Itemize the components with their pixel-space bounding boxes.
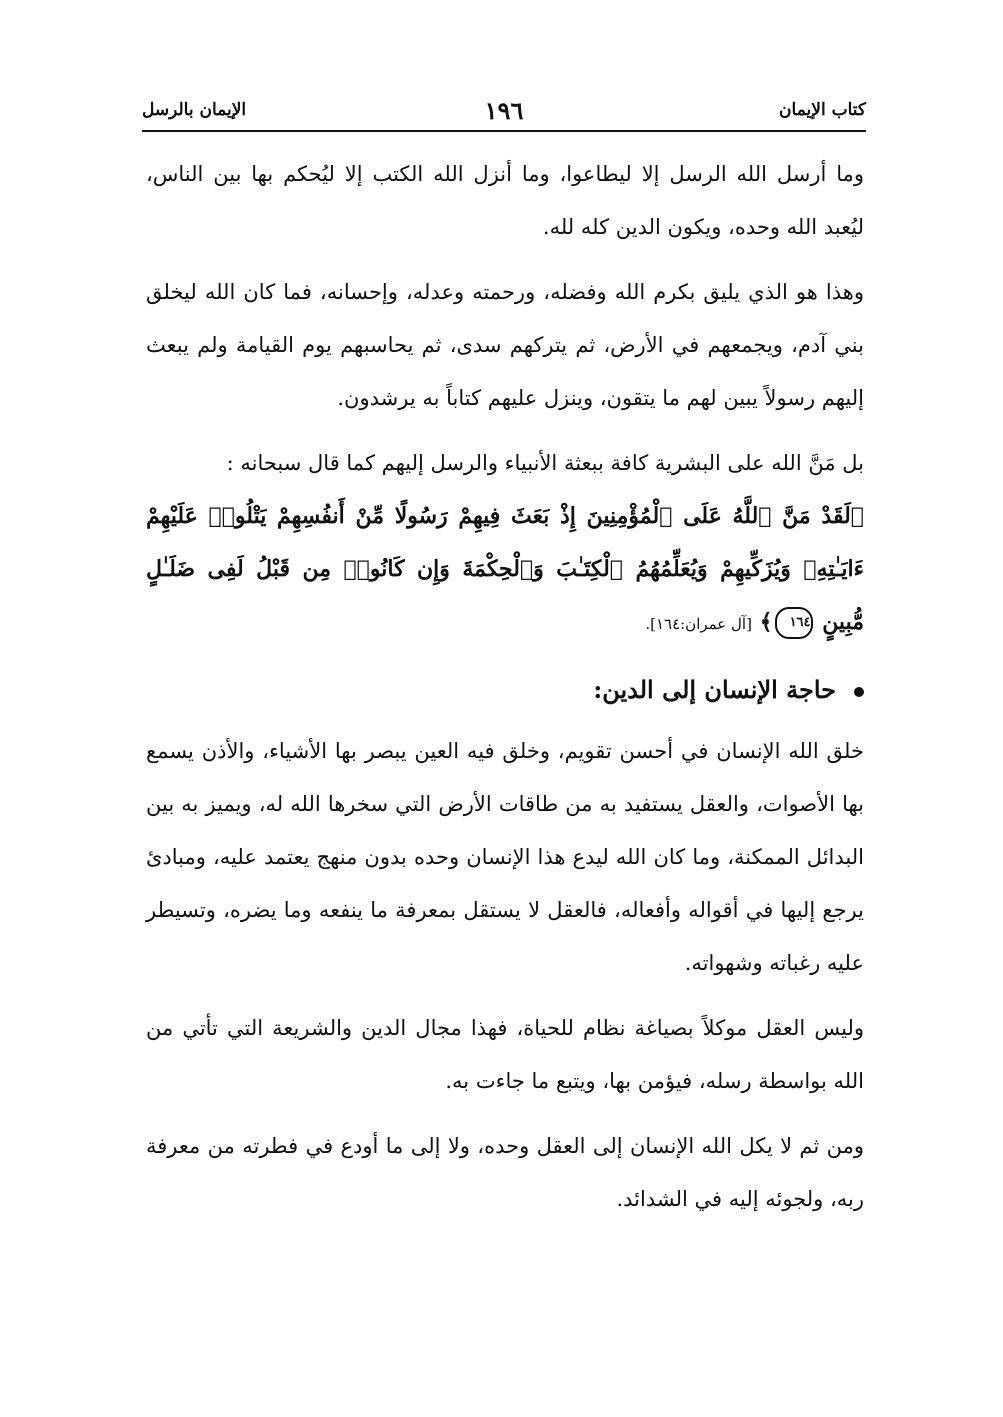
page-header bbox=[142, 96, 866, 132]
bullet-icon bbox=[854, 687, 864, 697]
book-title: كتاب الإيمان bbox=[779, 100, 866, 120]
page-number: ١٩٦ bbox=[484, 96, 524, 125]
quran-verse-block bbox=[146, 490, 864, 651]
paragraph-3: بل مَنَّ الله على البشرية كافة ببعثة الأنبياء والرسل إليهم كما قال سبحانه : bbox=[226, 451, 864, 475]
verse-reference: [آل عمران:١٦٤]. bbox=[645, 615, 752, 633]
quran-close-bracket: ﴾ bbox=[759, 609, 773, 635]
section-paragraph-2: وليس العقل موكلاً بصياغة نظام للحياة، فهذا مجال الدين والشريعة التي تأتي من الله بواسطة رسله، فيؤمن بها، ويتبع ما جاءت به. bbox=[146, 1016, 864, 1093]
paragraph-2: وهذا هو الذي يليق بكرم الله وفضله، ورحمته وعدله، وإحسانه، فما كان الله ليخلق بني آدم، ويجمعهم في الأرض، ثم يتركهم سدى، ثم يحاسبهم يوم القيامة ولم يبعث إليهم رسولاً يبين لهم ما يتقون، وينزل عليهم كتاباً به يرشدون. bbox=[146, 280, 864, 410]
section-paragraph-3: ومن ثم لا يكل الله الإنسان إلى العقل وحده، ولا إلى ما أودع في فطرته من معرفة ربه، ولجوئه إليه في الشدائد. bbox=[146, 1134, 864, 1211]
chapter-title: الإيمان بالرسل bbox=[142, 100, 247, 120]
section-heading bbox=[146, 661, 864, 719]
quran-verse-text: لَقَدْ مَنَّ ٱللَّهُ عَلَى ٱلْمُؤْمِنِينَ إِذْ بَعَثَ فِيهِمْ رَسُولًا مِّنْ أَنفُسِهِمْ يَتْلُوا۟ عَلَيْهِمْ ءَايَـٰتِهِۦ وَيُزَكِّيهِمْ وَيُعَلِّمُهُمُ ٱلْكِتَـٰبَ وَٱلْحِكْمَةَ وَإِن كَانُوا۟ مِن قَبْلُ لَفِى ضَلَـٰلٍ مُّبِينٍ bbox=[146, 503, 864, 635]
section-heading-text: حاجة الإنسان إلى الدين: bbox=[593, 675, 836, 704]
quran-open-bracket: ﴿ bbox=[850, 503, 864, 529]
paragraph-1: وما أرسل الله الرسل إلا ليطاعوا، وما أنزل الله الكتب إلا ليُحكم بها بين الناس، ليُعبد الله وحده، ويكون الدين كله لله. bbox=[146, 162, 864, 239]
header-divider bbox=[142, 130, 866, 132]
page-body bbox=[146, 148, 864, 1238]
section-paragraph-1: خلق الله الإنسان في أحسن تقويم، وخلق فيه العين يبصر بها الأشياء، والأذن يسمع بها الأصوات، والعقل يستفيد به من طاقات الأرض التي سخرها الله له، ويميز به بين البدائل الممكنة، وما كان الله ليدع هذا الإنسان وحده بدون منهج يعتمد عليه، ومبادئ يرجع إليها في أقواله وأفعاله، فالعقل لا يستقل بمعرفة ما ينفعه وما يضره، وتسيطر عليه رغباته وشهواته. bbox=[146, 739, 864, 975]
ayah-number-marker: ١٦٤ bbox=[775, 607, 813, 639]
